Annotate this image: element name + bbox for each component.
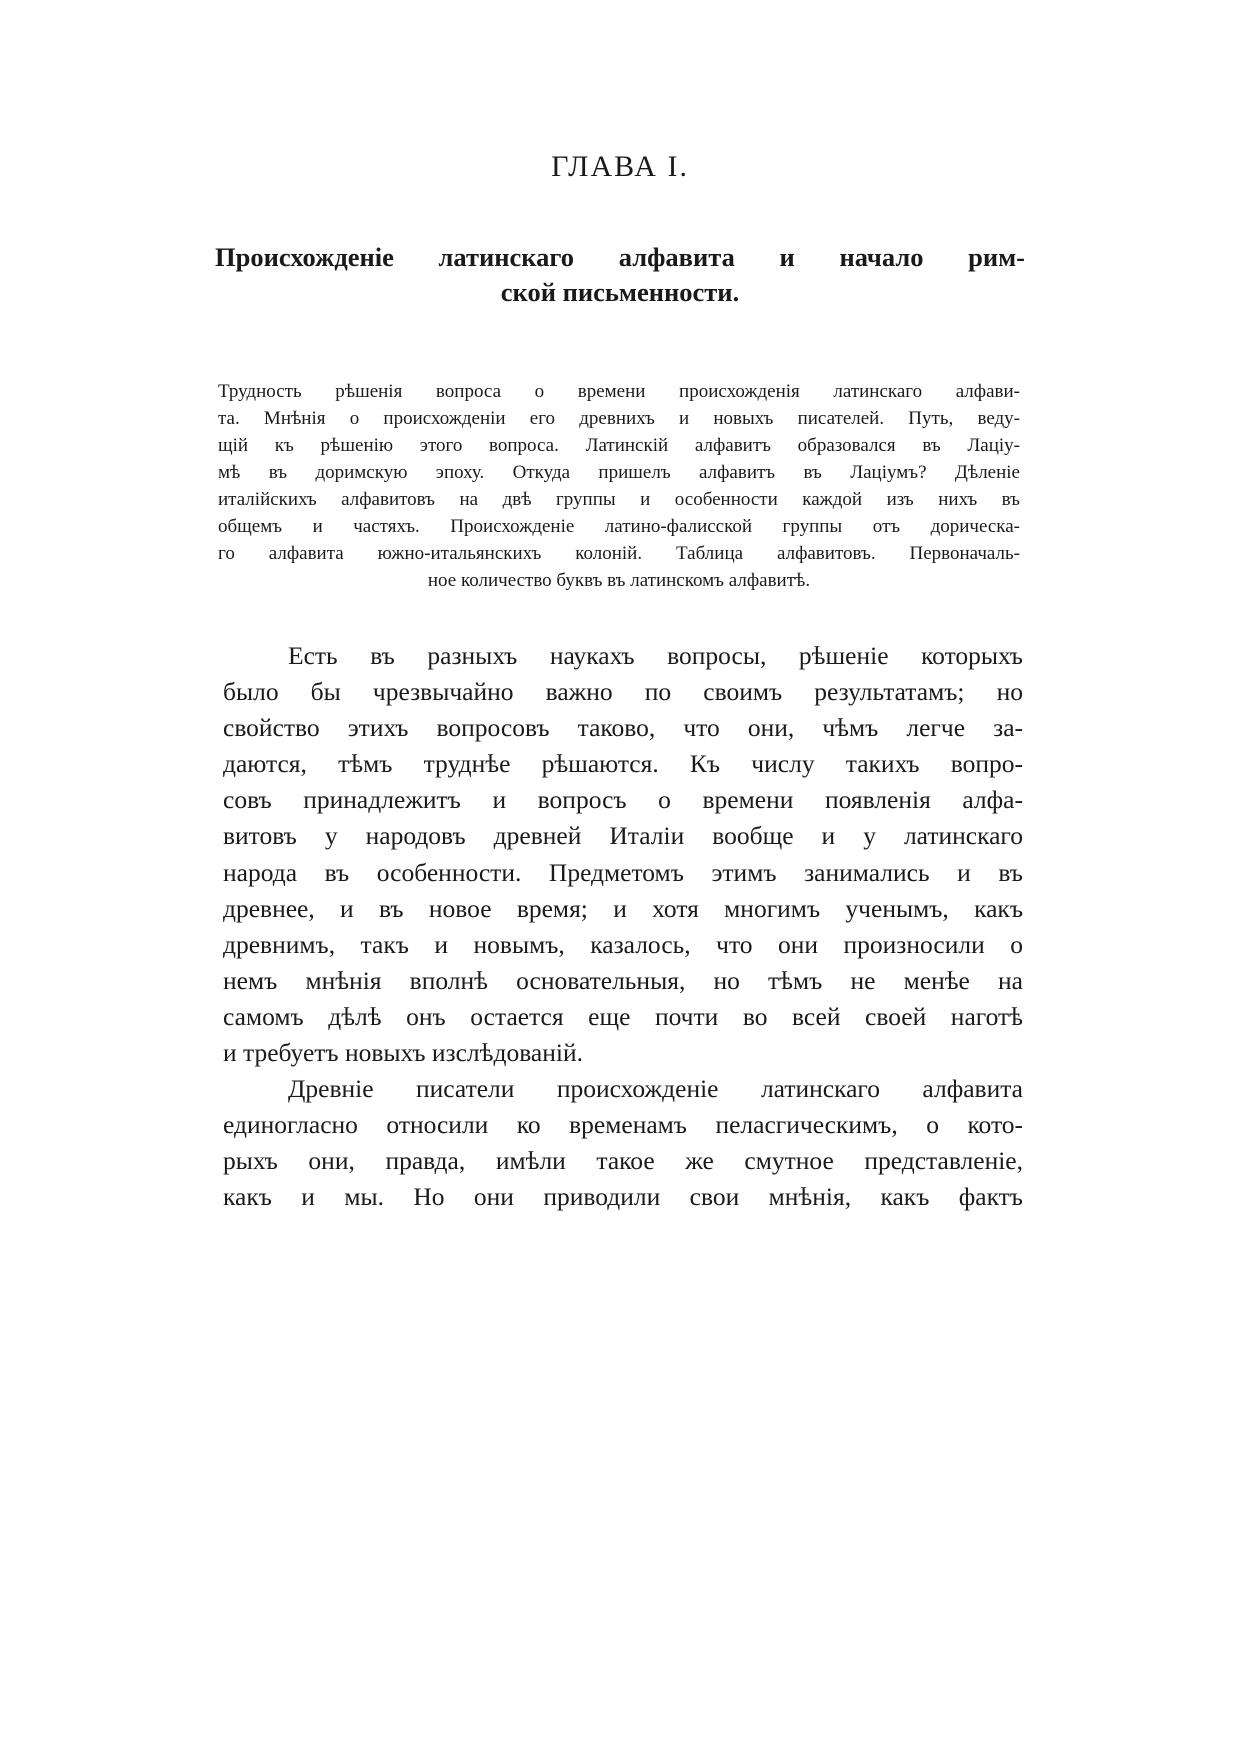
text-line: свойство этихъ вопросовъ таково, что они, чѣмъ легче за- (223, 713, 1023, 743)
text-line: Древніе писатели происхожденіе латинскаго алфавита (288, 1074, 1023, 1104)
paragraph-1 (223, 638, 1023, 1071)
summary-line: та. Мнѣнія о происхожденіи его древнихъ и новыхъ писателей. Путь, веду- (218, 408, 1020, 429)
text-line: даются, тѣмъ труднѣе рѣшаются. Къ числу такихъ вопро- (223, 749, 1023, 779)
summary-line: Трудность рѣшенія вопроса о времени происхожденія латинскаго алфави- (218, 381, 1020, 402)
text-line: народа въ особенности. Предметомъ этимъ занимались и въ (223, 857, 1023, 887)
summary-line: го алфавита южно-итальянскихъ колоній. Таблица алфавитовъ. Первоначаль- (218, 543, 1020, 564)
text-line: было бы чрезвычайно важно по своимъ результатамъ; но (223, 677, 1023, 707)
text-line: древнее, и въ новое время; и хотя многимъ ученымъ, какъ (223, 893, 1023, 923)
chapter-title-line: Происхожденіе латинскаго алфавита и начало рим- (215, 242, 1025, 272)
text-line: немъ мнѣнія вполнѣ основательныя, но тѣмъ не менѣе на (223, 965, 1023, 995)
text-line: Есть въ разныхъ наукахъ вопросы, рѣшеніе которыхъ (288, 641, 1023, 670)
chapter-heading: ГЛАВА I. (551, 150, 689, 183)
text-line: древнимъ, такъ и новымъ, казалось, что они произносили о (223, 929, 1023, 959)
summary-line: мѣ въ доримскую эпоху. Откуда пришелъ алфавитъ въ Лаціумъ? Дѣленіе (218, 462, 1020, 483)
text-line: и требуетъ новыхъ изслѣдованій. (223, 1038, 584, 1068)
summary-line: италійскихъ алфавитовъ на двѣ группы и особенности каждой изъ нихъ въ (218, 489, 1020, 510)
chapter-title (215, 240, 1025, 310)
chapter-summary (218, 378, 1020, 594)
summary-line: ное количество буквъ въ латинскомъ алфавитѣ. (427, 570, 811, 591)
text-line: рыхъ они, правда, имѣли такое же смутное представленіе, (223, 1146, 1023, 1176)
text-line: витовъ у народовъ древней Италіи вообще и у латинскаго (223, 821, 1023, 851)
summary-line: щій къ рѣшенію этого вопроса. Латинскій алфавитъ образовался въ Лаціу- (218, 435, 1020, 456)
paragraph-2 (223, 1071, 1023, 1215)
text-line: самомъ дѣлѣ онъ остается еще почти во всей своей наготѣ (223, 1001, 1023, 1031)
text-line: совъ принадлежитъ и вопросъ о времени появленія алфа- (223, 785, 1023, 815)
text-line: какъ и мы. Но они приводили свои мнѣнія, какъ фактъ (223, 1182, 1023, 1212)
summary-line: общемъ и частяхъ. Происхожденіе латино-фалисской группы отъ дорическа- (218, 516, 1020, 537)
chapter-title-line: ской письменности. (500, 277, 740, 307)
body-text (223, 638, 1023, 1216)
text-line: единогласно относили ко временамъ пеласгическимъ, о кото- (223, 1110, 1023, 1140)
